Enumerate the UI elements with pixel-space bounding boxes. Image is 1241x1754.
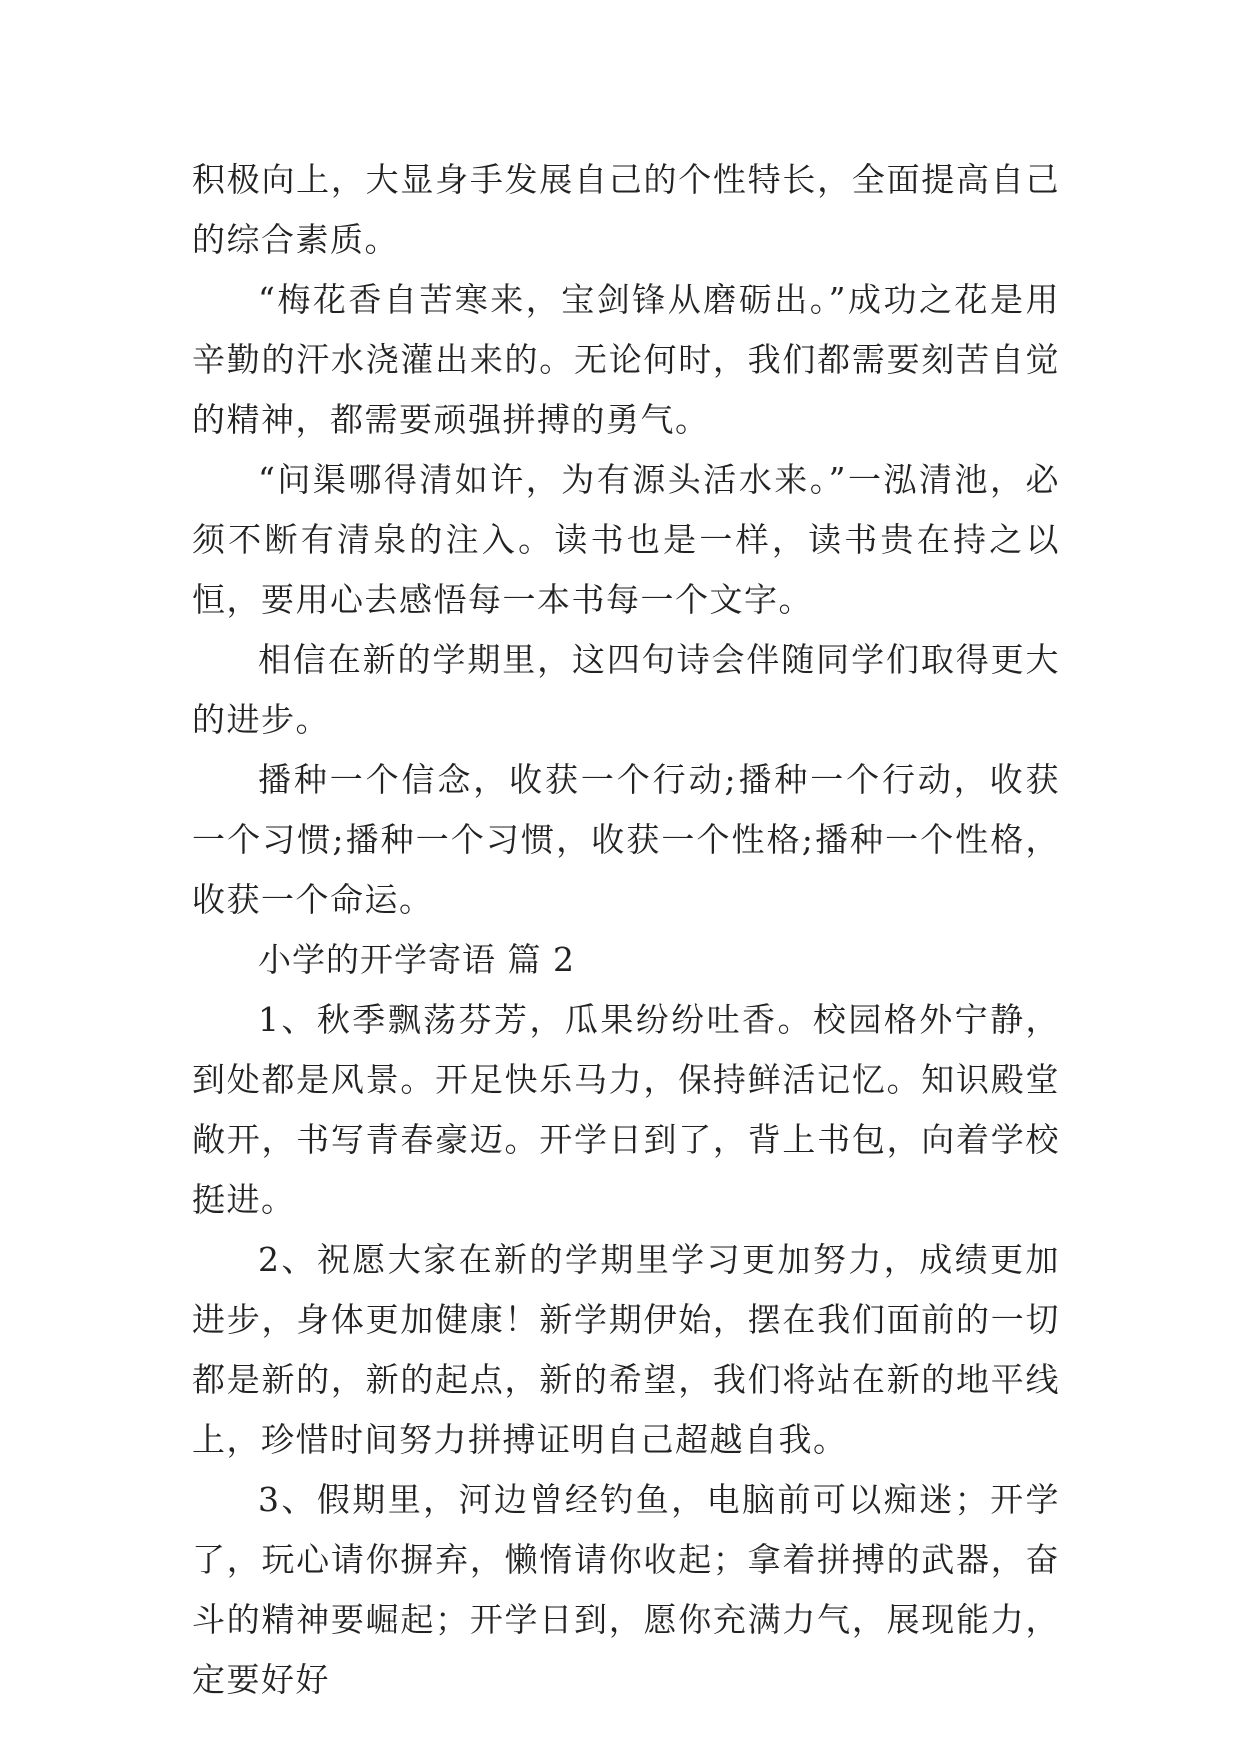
paragraph-clear-pond: “问渠哪得清如许，为有源头活水来。”一泓清池，必须不断有清泉的注入。读书也是一样，读书贵在持之以恒，要用心去感悟每一本书每一个文字。 [192, 460, 1060, 619]
document-body [192, 150, 1060, 1710]
paragraph-sow-belief: 播种一个信念，收获一个行动;播种一个行动，收获一个习惯;播种一个习惯，收获一个性格;播种一个性格，收获一个命运。 [192, 760, 1060, 919]
section-heading: 小学的开学寄语 篇 2 [258, 940, 575, 979]
paragraph-continuation: 积极向上，大显身手发展自己的个性特长，全面提高自己的综合素质。 [192, 160, 1060, 259]
list-item-wishes: 2、祝愿大家在新的学期里学习更加努力，成绩更加进步，身体更加健康！新学期伊始，摆在我们面前的一切都是新的，新的起点，新的希望，我们将站在新的地平线上，珍惜时间努力拼搏证明自己超越自我。 [192, 1240, 1060, 1459]
paragraph-plum-blossom: “梅花香自苦寒来，宝剑锋从磨砺出。”成功之花是用辛勤的汗水浇灌出来的。无论何时，我们都需要刻苦自觉的精神，都需要顽强拼搏的勇气。 [192, 280, 1060, 439]
list-item-holiday: 3、假期里，河边曾经钓鱼，电脑前可以痴迷；开学了，玩心请你摒弃，懒惰请你收起；拿着拼搏的武器，奋斗的精神要崛起；开学日到，愿你充满力气，展现能力，定要好好 [192, 1480, 1060, 1699]
paragraph-four-poems: 相信在新的学期里，这四句诗会伴随同学们取得更大的进步。 [192, 640, 1060, 739]
list-item-autumn: 1、秋季飘荡芬芳，瓜果纷纷吐香。校园格外宁静，到处都是风景。开足快乐马力，保持鲜活记忆。知识殿堂敞开，书写青春豪迈。开学日到了，背上书包，向着学校挺进。 [192, 1000, 1060, 1219]
